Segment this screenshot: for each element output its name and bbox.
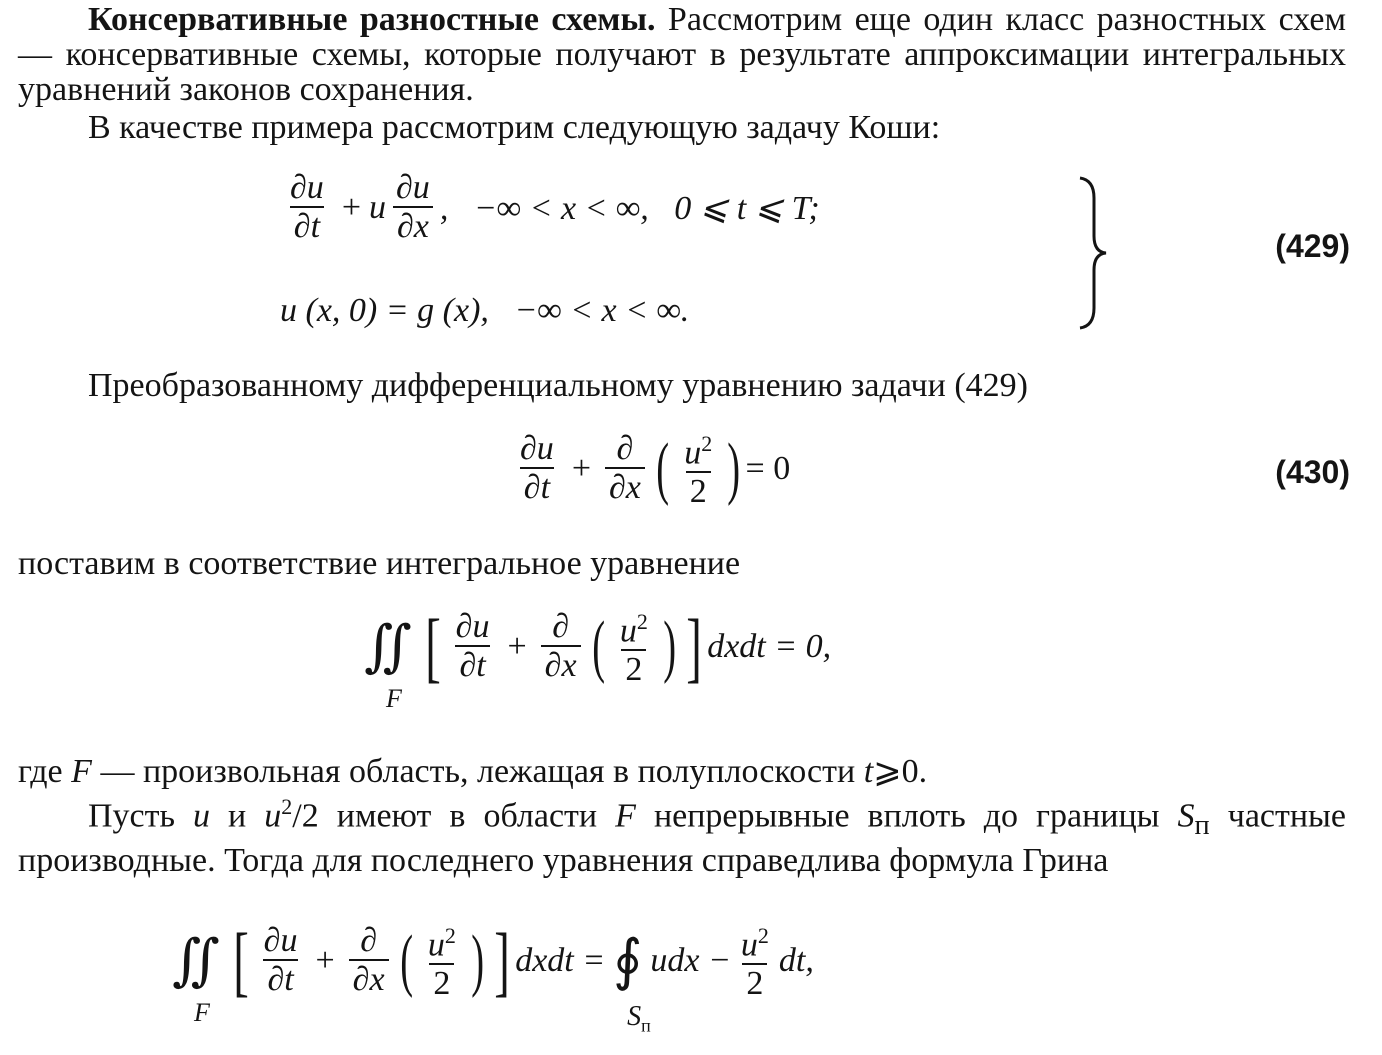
right-brace	[1072, 176, 1112, 330]
paragraph-region-def: где F — произвольная область, лежащая в полуплоскости t⩾0.	[18, 753, 928, 790]
fraction-u2-2: $\frac{u^2}{2}$	[684, 431, 713, 511]
double-integral-icon: ∬ F	[172, 929, 220, 1027]
double-integral-icon: ∬ F	[364, 615, 412, 713]
paragraph-green: Пусть u и $u^2/2$ имеют в области F непрерывные вплоть до границы $S_п$ частные производные. Тогда для последнего уравнения справедлива формула Грина	[18, 794, 1346, 880]
intro-text: Рассмотрим еще один класс разностных схем — консервативные схемы, которые получают в результате аппроксимации интегральных уравнений законов сохранения.	[18, 1, 1346, 108]
paragraph-transformed: Преобразованному дифференциальному уравнению задачи (429)	[88, 367, 1028, 404]
section-lead: Консервативные разностные схемы.	[88, 1, 656, 38]
green-formula: ∬ F [ $\frac{\partial u}{\partial t}$ + $\frac{\partial}{\partial x}$ ( $\frac{u^2}{2}$ ) ] dxdt = ∮ $S_п$ udx − $\frac{u^2}{2}$ dt,	[172, 916, 814, 1036]
equation-429-line2	[280, 292, 689, 330]
paragraph-integral-intro: поставим в соответствие интегральное уравнение	[18, 545, 741, 582]
fraction-d-dx: $\frac{\partial}{\partial x}$	[605, 431, 645, 507]
fraction-du-dx: $\frac{\partial u}{\partial x}$	[392, 170, 434, 246]
fraction-du-dt: $\frac{\partial u}{\partial t}$	[290, 169, 324, 245]
equation-number-430: (430)	[1275, 454, 1350, 490]
integral-equation: ∬ F [ $\frac{\partial u}{\partial t}$ + $\frac{\partial}{\partial x}$ ( $\frac{u^2}{2}$ ) ] dxdt = 0,	[364, 602, 832, 713]
equation-430: $\frac{\partial u}{\partial t}$ + $\frac{\partial}{\partial x}$ ( $\frac{u^2}{2}$ ) = 0	[510, 426, 790, 511]
domain-condition: , −∞ < x < ∞, 0 ⩽ t ⩽ T;	[439, 190, 820, 227]
fraction-du-dt: $\frac{\partial u}{\partial t}$	[520, 429, 554, 506]
initial-condition: u (x, 0) = g (x), −∞ < x < ∞.	[280, 292, 690, 329]
equation-number-429: (429)	[1275, 228, 1350, 264]
equation-429-line1: $\frac{\partial u}{\partial t}$ + u $\frac{\partial u}{\partial x}$ , −∞ < x < ∞, 0 ⩽ t ⩽ T;	[280, 170, 820, 246]
contour-integral-icon: ∮ $S_п$	[613, 929, 651, 1036]
paragraph-intro	[18, 2, 1346, 107]
paragraph-example: В качестве примера рассмотрим следующую задачу Коши:	[88, 109, 941, 146]
